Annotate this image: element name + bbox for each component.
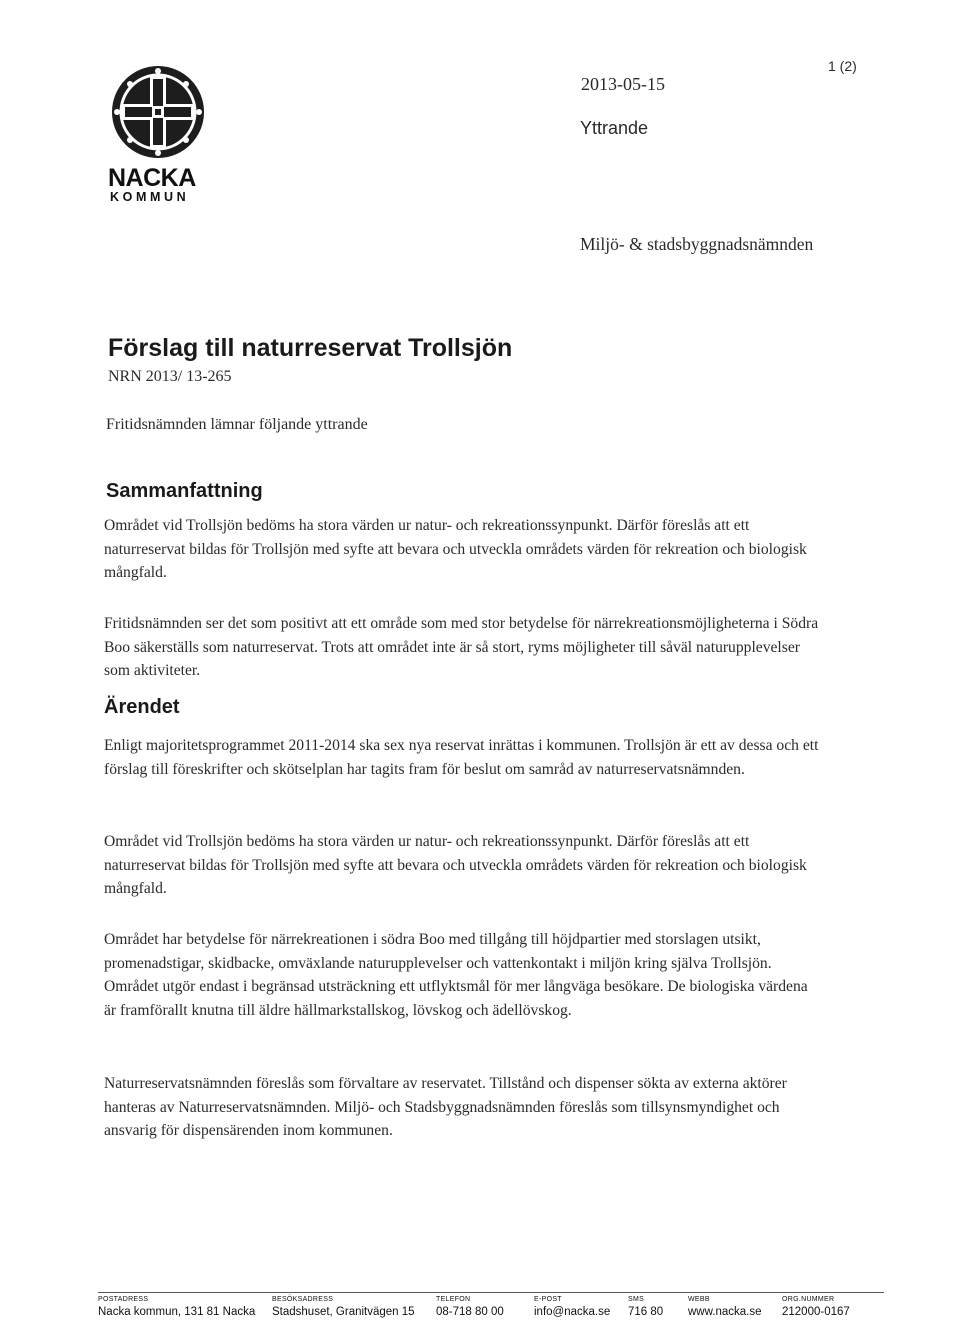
footer-divider [98,1292,884,1293]
recipient: Miljö- & stadsbyggnadsnämnden [580,234,814,254]
document-date: 2013-05-15 [581,74,665,94]
summary-paragraph: Fritidsnämnden ser det som positivt att ett område som med stor betydelse för närrekreationsmöjligheterna i Södra Boo säkerställs som naturreservat. Trots att området inte är så stort, ryms möjligheter till såväl naturupplevelser som aktiviteter. [104,615,819,679]
section-heading-summary: Sammanfattning [106,480,263,502]
footer-label: WEBB [688,1296,710,1303]
document-type: Yttrande [580,118,649,138]
summary-paragraph: Området vid Trollsjön bedöms ha stora värden ur natur- och rekreationssynpunkt. Därför föreslås att ett naturreservat bildas för Trollsjön med syfte att bevara och utveckla områdets värden för rekreation och biologisk mångfald. [104,517,807,581]
footer-value: 716 80 [628,1306,664,1318]
intro-text: Fritidsnämnden lämnar följande yttrande [106,416,368,433]
reference-number: NRN 2013/ 13-265 [108,368,232,385]
footer-email [534,1296,610,1318]
nacka-coat-of-arms-icon [108,62,208,162]
nacka-logo [108,62,208,212]
footer-label: TELEFON [436,1296,471,1303]
footer-value: Nacka kommun, 131 81 Nacka [98,1306,256,1318]
matter-paragraph: Området vid Trollsjön bedöms ha stora värden ur natur- och rekreationssynpunkt. Därför föreslås att ett naturreservat bildas för Trollsjön med syfte att bevara och utveckla områdets värden för rekreation och biologisk mångfald. [104,833,807,897]
footer-label: E-POST [534,1296,562,1303]
document-title: Förslag till naturreservat Trollsjön [108,334,513,362]
footer-label: BESÖKSADRESS [272,1296,334,1303]
footer-visiting-address [272,1296,415,1318]
footer-value: www.nacka.se [688,1306,762,1318]
footer-value: 08-718 80 00 [436,1306,504,1318]
matter-paragraph: Enligt majoritetsprogrammet 2011-2014 ska sex nya reservat inrättas i kommunen. Trollsjön är ett av dessa och ett förslag till föreskrifter och skötselplan har tagits fram för beslut om samråd av naturreservatsnämnden. [104,737,819,778]
matter-paragraph: Naturreservatsnämnden föreslås som förvaltare av reservatet. Tillstånd och dispenser sökta av externa aktörer hanteras av Naturreservatsnämnden. Miljö- och Stadsbyggnadsnämnden föreslås som tillsynsmyndighet och ansvarig för dispensärenden inom kommunen. [104,1075,787,1139]
footer-web [688,1296,762,1318]
footer-org-number [782,1296,850,1318]
footer-value: Stadshuset, Granitvägen 15 [272,1306,415,1318]
footer-postal-address [98,1296,255,1318]
footer-label: POSTADRESS [98,1296,149,1303]
footer-phone [436,1296,504,1318]
matter-paragraph: Området har betydelse för närrekreationen i södra Boo med tillgång till höjdpartier med storslagen utsikt, promenadstigar, skidbacke, omväxlande naturupplevelser och vattenkontakt i miljön kring själva Trollsjön. Området utgör endast i begränsad utsträckning ett utflyktsmål för mer långväga besökare. De biologiska värdena är framförallt knutna till äldre hällmarkstallskog, lövskog och ädellövskog. [104,931,808,1019]
footer-value: 212000-0167 [782,1306,850,1318]
logo-subtitle: KOMMUN [110,190,190,204]
section-heading-matter: Ärendet [104,696,180,718]
footer-label: ORG.NUMMER [782,1296,835,1303]
page-number: 1 (2) [828,58,857,74]
footer-label: SMS [628,1296,645,1303]
footer-value: info@nacka.se [534,1306,611,1318]
footer-sms [628,1296,663,1318]
logo-name: NACKA [108,164,196,192]
